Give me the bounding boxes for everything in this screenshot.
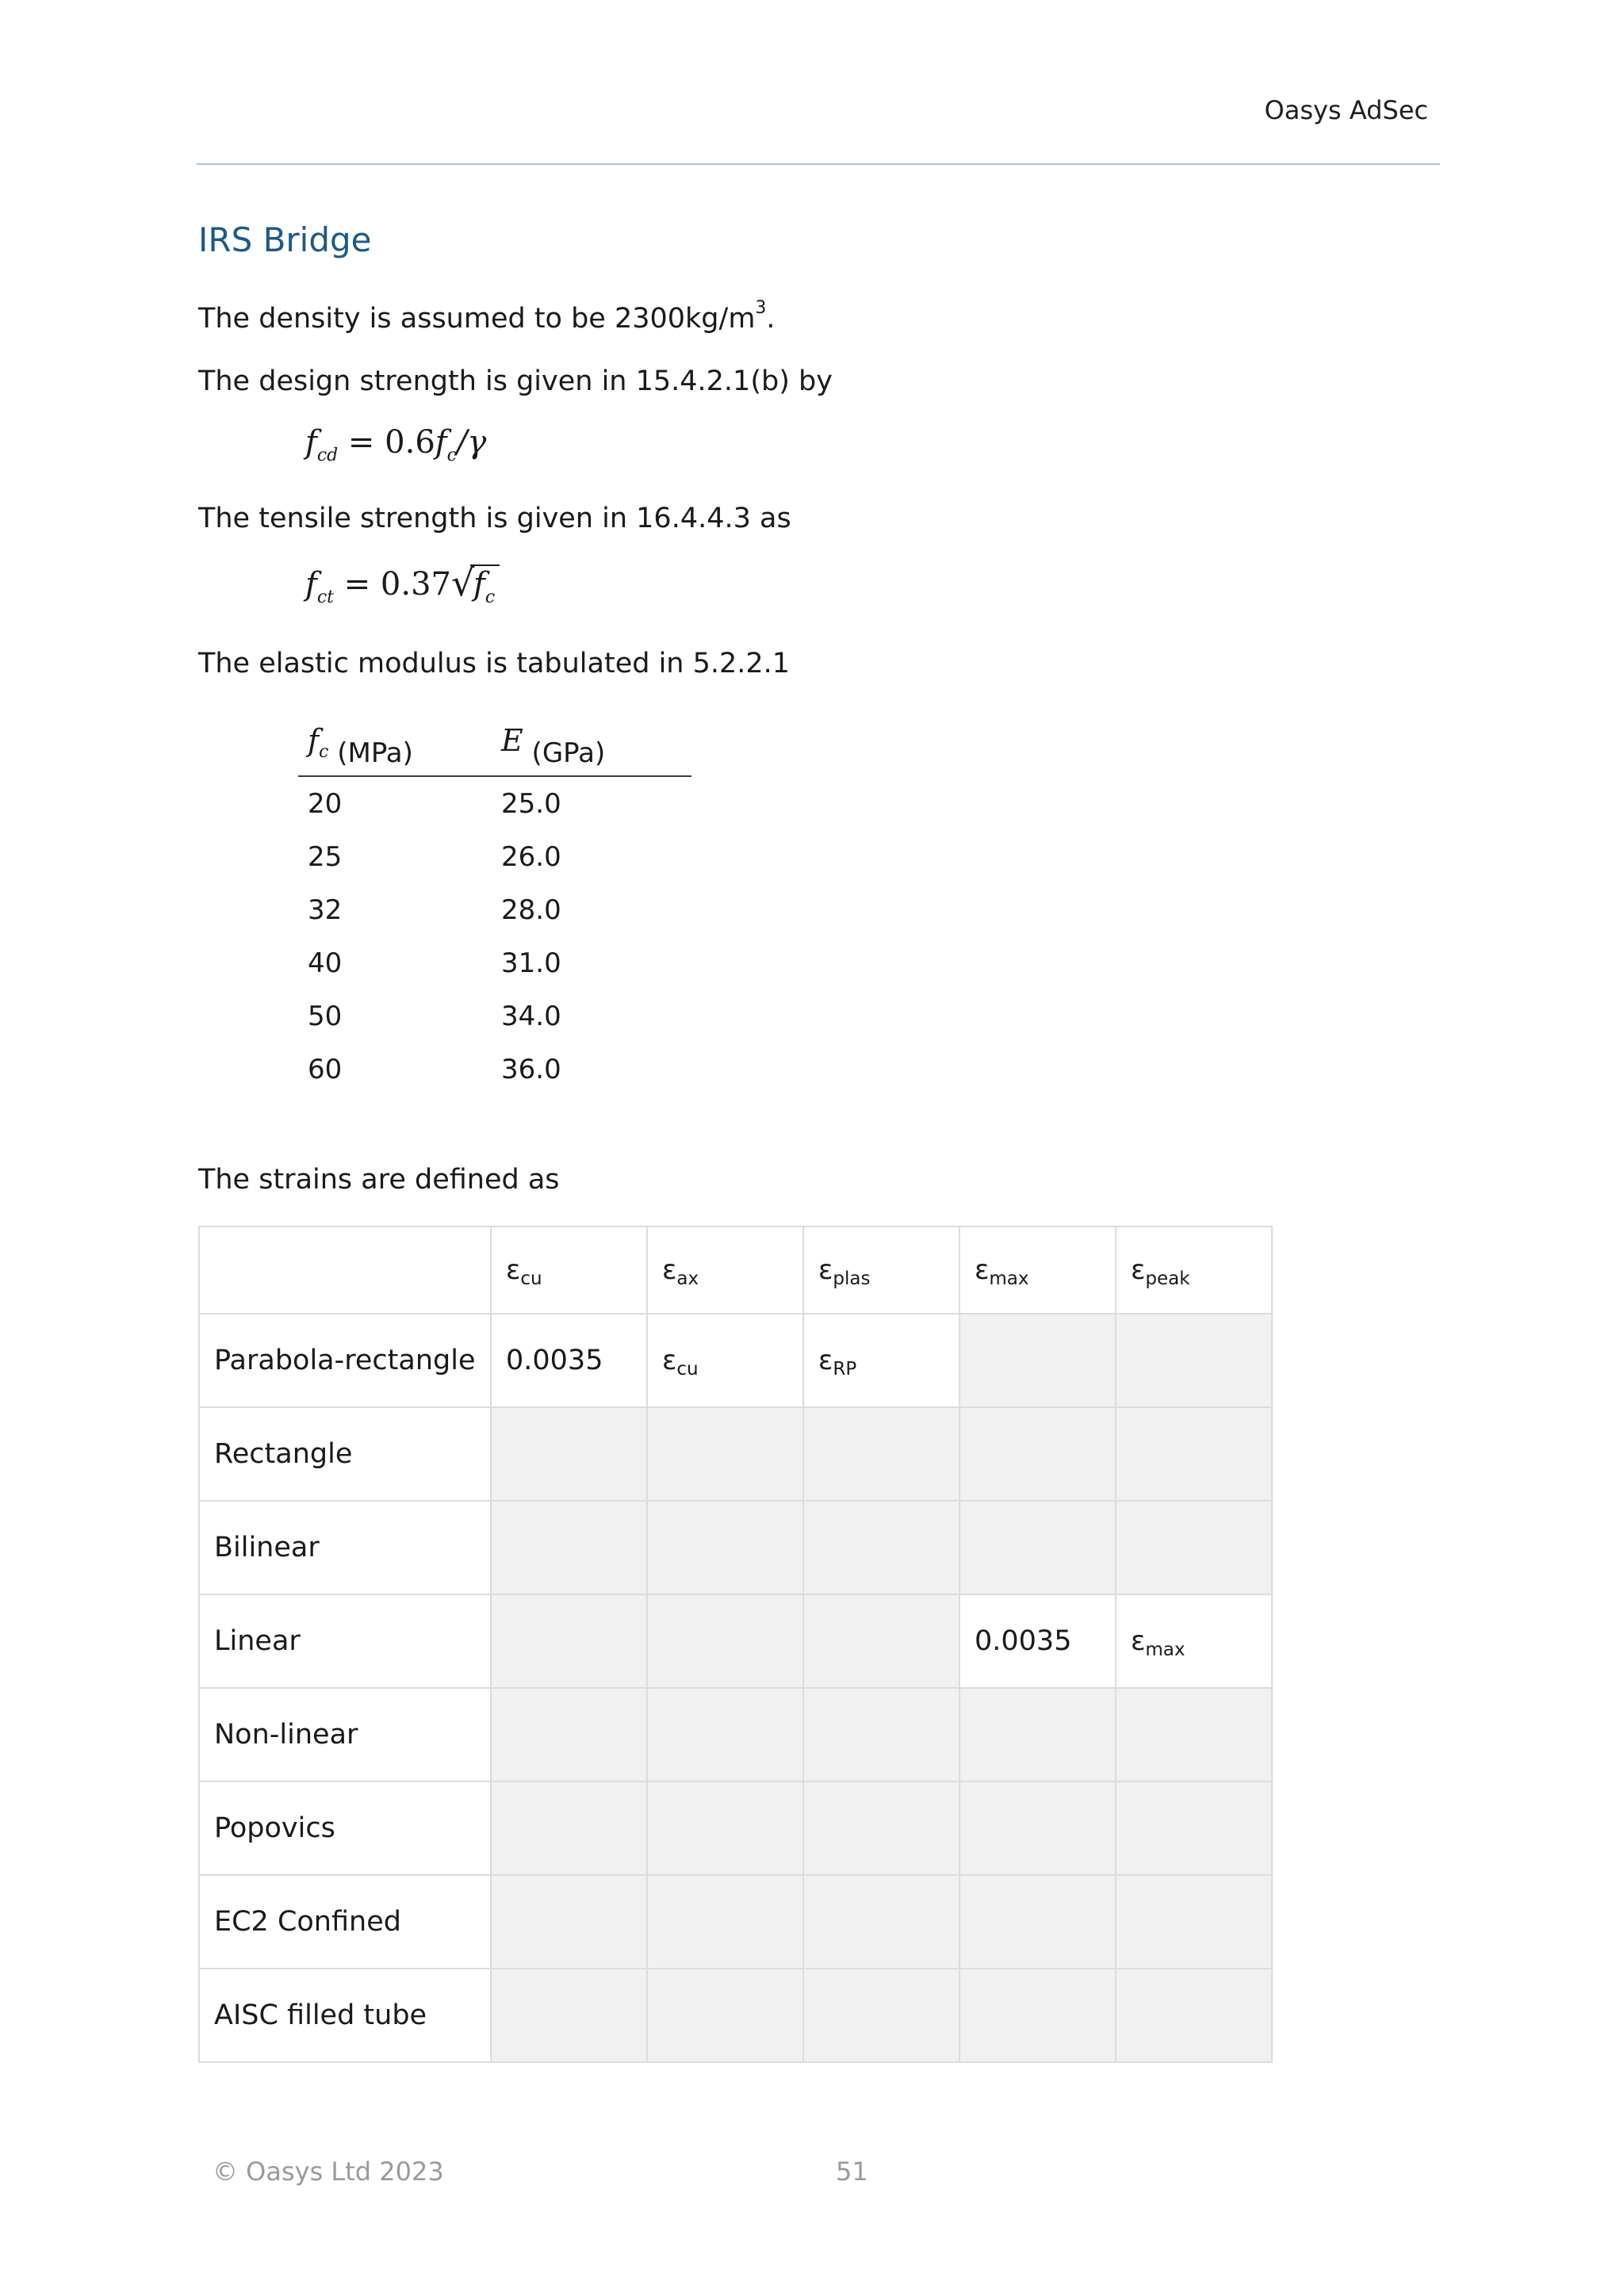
epsilon-symbol: ε (662, 1345, 677, 1376)
epsilon-subscript: cu (676, 1359, 699, 1380)
modulus-cell: 26.0 (501, 840, 561, 873)
formula-var: f (473, 566, 485, 603)
modulus-header-row (298, 710, 691, 776)
strain-cell-empty (647, 1969, 803, 2062)
strain-cell (803, 1314, 959, 1407)
material-label: Linear (199, 1594, 491, 1688)
strain-cell-empty (491, 1688, 647, 1781)
square-root (451, 561, 500, 607)
strain-cell-empty (803, 1688, 959, 1781)
strain-cell-empty (647, 1594, 803, 1688)
density-paragraph (198, 298, 776, 335)
modulus-header-modulus (492, 710, 691, 776)
table-row (199, 1688, 1272, 1781)
table-row (298, 776, 691, 830)
strain-symbol (975, 1254, 1029, 1289)
strain-cell-empty (647, 1875, 803, 1969)
table-row (199, 1594, 1272, 1688)
formula-lhs-sub: cd (316, 446, 339, 465)
strain-cell-empty (1116, 1501, 1272, 1594)
epsilon-subscript: cu (520, 1269, 542, 1289)
material-label: Rectangle (199, 1407, 491, 1501)
strain-cell-empty (803, 1969, 959, 2062)
header-divider (197, 163, 1440, 165)
section-title: IRS Bridge (198, 220, 372, 259)
strain-cell-empty (1116, 1407, 1272, 1501)
epsilon-subscript: peak (1145, 1269, 1190, 1289)
strength-cell: 60 (308, 1053, 343, 1085)
strain-cell-empty (959, 1781, 1116, 1875)
table-row (298, 883, 691, 936)
table-row (199, 1875, 1272, 1969)
strain-cell-empty (959, 1314, 1116, 1407)
strain-cell-empty (647, 1407, 803, 1501)
strength-cell: 20 (308, 787, 343, 820)
strain-symbol (662, 1254, 699, 1289)
radicand (470, 564, 500, 607)
elastic-modulus-table (298, 710, 691, 1096)
strain-cell-empty (959, 1875, 1116, 1969)
strain-cell-empty (959, 1501, 1116, 1594)
material-label: EC2 Confined (199, 1875, 491, 1969)
strain-header-plas (803, 1226, 959, 1314)
table-row (298, 936, 691, 989)
strain-cell-empty (1116, 1688, 1272, 1781)
strain-header-peak (1116, 1226, 1272, 1314)
strain-cell-empty (803, 1501, 959, 1594)
table-row (298, 830, 691, 883)
strain-cell-empty (959, 1969, 1116, 2062)
table-row (298, 989, 691, 1043)
formula-var: f (435, 424, 447, 461)
formula-var-sub: c (485, 587, 496, 607)
strain-cell-empty (491, 1781, 647, 1875)
strength-cell: 40 (308, 947, 343, 979)
modulus-cell: 36.0 (501, 1053, 561, 1085)
epsilon-subscript: max (1145, 1640, 1185, 1660)
density-superscript: 3 (755, 298, 767, 318)
table-row (199, 1314, 1272, 1407)
strain-header-ax (647, 1226, 803, 1314)
strain-cell-empty (803, 1594, 959, 1688)
modulus-header-strength (298, 710, 492, 776)
table-row (199, 1781, 1272, 1875)
design-strength-formula (305, 424, 487, 465)
strain-header-max (959, 1226, 1116, 1314)
strain-cell-empty (1116, 1781, 1272, 1875)
modulus-cell: 34.0 (501, 1000, 561, 1032)
strain-symbol (662, 1345, 699, 1380)
strain-symbol (1131, 1625, 1185, 1660)
strain-cell-empty (959, 1688, 1116, 1781)
header-unit: (GPa) (523, 737, 606, 769)
formula-lhs-sub: ct (316, 587, 334, 607)
formula-equals: = 0.6 (338, 424, 435, 461)
modulus-cell: 28.0 (501, 894, 561, 926)
strain-cell-empty (803, 1781, 959, 1875)
material-label: Bilinear (199, 1501, 491, 1594)
modulus-cell: 31.0 (501, 947, 561, 979)
strain-cell-empty (647, 1501, 803, 1594)
header-symbol-sub: c (319, 742, 329, 762)
material-label: Popovics (199, 1781, 491, 1875)
epsilon-symbol: ε (662, 1254, 677, 1286)
table-row (199, 1501, 1272, 1594)
footer-copyright: © Oasys Ltd 2023 (213, 2156, 444, 2187)
table-row (298, 1043, 691, 1096)
strength-cell: 50 (308, 1000, 343, 1032)
epsilon-subscript: max (989, 1269, 1029, 1289)
radical-sign: √ (451, 561, 475, 604)
strain-cell-empty (803, 1875, 959, 1969)
formula-lhs: f (305, 424, 317, 461)
formula-var-sub: c (446, 446, 457, 465)
strength-cell: 32 (308, 894, 343, 926)
table-row (199, 1407, 1272, 1501)
strain-cell-empty (803, 1407, 959, 1501)
epsilon-subscript: plas (833, 1269, 871, 1289)
strains-header-row (199, 1226, 1272, 1314)
strain-symbol (506, 1254, 542, 1289)
epsilon-subscript: RP (833, 1359, 857, 1380)
strain-cell-empty (647, 1781, 803, 1875)
density-text: The density is assumed to be 2300kg/m (198, 303, 756, 335)
strain-cell-empty (491, 1594, 647, 1688)
strain-cell-empty (1116, 1314, 1272, 1407)
header-unit: (MPa) (328, 737, 413, 769)
strain-cell-empty (491, 1875, 647, 1969)
strain-cell-empty (647, 1688, 803, 1781)
material-label: Parabola-rectangle (199, 1314, 491, 1407)
strains-table (198, 1226, 1273, 2063)
strain-cell-empty (1116, 1875, 1272, 1969)
strains-header-blank (199, 1226, 491, 1314)
table-row (199, 1969, 1272, 2062)
strain-symbol (818, 1345, 857, 1380)
material-label: Non-linear (199, 1688, 491, 1781)
strain-cell-empty (491, 1969, 647, 2062)
strain-cell (1116, 1594, 1272, 1688)
strain-cell: 0.0035 (959, 1594, 1116, 1688)
tensile-strength-paragraph: The tensile strength is given in 16.4.4.3 as (198, 503, 791, 534)
header-symbol: E (501, 723, 523, 758)
modulus-cell: 25.0 (501, 787, 561, 820)
density-suffix: . (766, 303, 776, 335)
strain-cell-empty (959, 1407, 1116, 1501)
strain-cell-empty (491, 1407, 647, 1501)
header-title: Oasys AdSec (1264, 95, 1428, 125)
strain-symbol (1131, 1254, 1190, 1289)
strain-symbol (818, 1254, 871, 1289)
strain-cell-empty (1116, 1969, 1272, 2062)
header-symbol: f (308, 723, 320, 758)
design-strength-paragraph: The design strength is given in 15.4.2.1(b) by (198, 365, 833, 397)
formula-lhs: f (305, 566, 317, 603)
page-number: 51 (836, 2156, 868, 2187)
formula-equals: = 0.37 (333, 566, 451, 603)
strains-paragraph: The strains are defined as (198, 1164, 560, 1196)
strength-cell: 25 (308, 840, 343, 873)
strain-cell: 0.0035 (491, 1314, 647, 1407)
epsilon-symbol: ε (975, 1254, 990, 1286)
epsilon-symbol: ε (818, 1254, 833, 1286)
elastic-modulus-paragraph: The elastic modulus is tabulated in 5.2.2.1 (198, 648, 791, 679)
epsilon-symbol: ε (1131, 1625, 1146, 1657)
strain-cell (647, 1314, 803, 1407)
tensile-strength-formula (305, 561, 500, 607)
epsilon-symbol: ε (818, 1345, 833, 1376)
strain-header-cu (491, 1226, 647, 1314)
strain-cell-empty (491, 1501, 647, 1594)
epsilon-subscript: ax (676, 1269, 699, 1289)
material-label: AISC filled tube (199, 1969, 491, 2062)
epsilon-symbol: ε (1131, 1254, 1146, 1286)
formula-tail: /γ (456, 424, 487, 461)
epsilon-symbol: ε (506, 1254, 521, 1286)
